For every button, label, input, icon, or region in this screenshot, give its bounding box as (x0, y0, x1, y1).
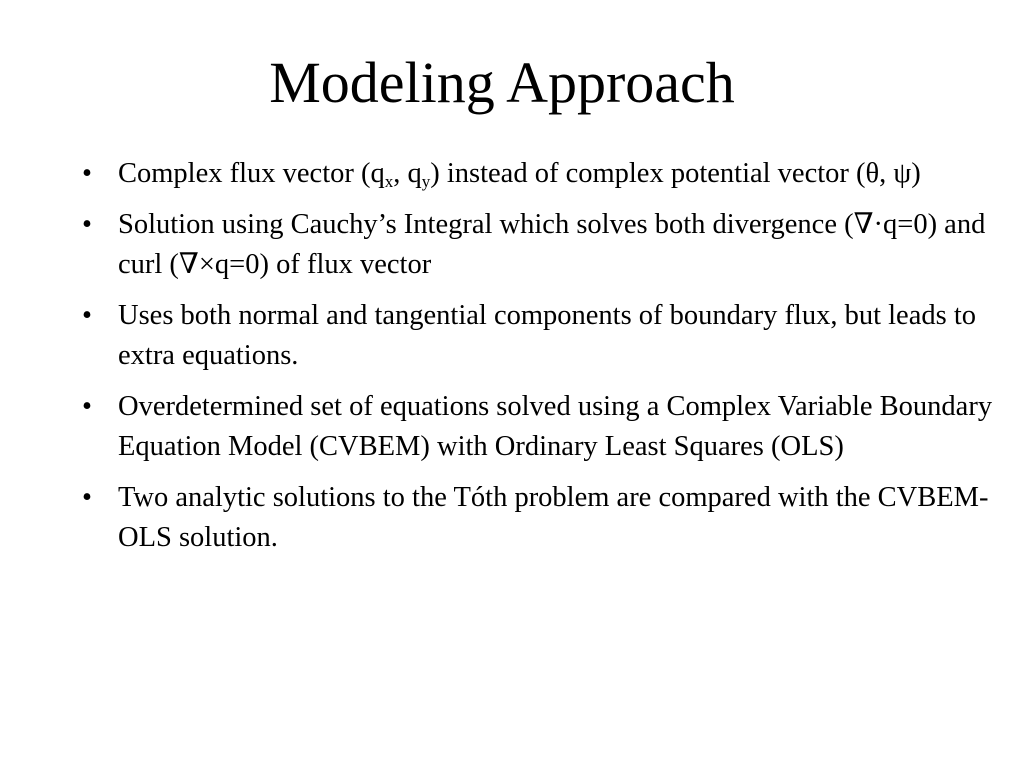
bullet-1-text-a: Complex flux vector (q (118, 158, 385, 189)
bullet-5-text: Two analytic solutions to the Tóth problem are compared with the CVBEM-OLS solution. (118, 482, 989, 553)
bullet-list (78, 154, 998, 569)
bullet-marker: • (82, 209, 92, 240)
bullet-1-subscript-x: x (384, 172, 394, 191)
bullet-1-text-b: , q (393, 158, 422, 189)
bullet-marker: • (82, 391, 92, 422)
bullet-1-subscript-y: y (421, 172, 431, 191)
bullet-4-text: Overdetermined set of equations solved using a Complex Variable Boundary Equation Model (CVBEM) with Ordinary Least Squares (OLS) (118, 391, 993, 462)
bullet-item-1 (78, 154, 998, 194)
slide-title: Modeling Approach (269, 50, 735, 115)
bullet-item-3 (78, 296, 998, 376)
bullet-item-2 (78, 205, 998, 285)
bullet-item-4 (78, 387, 998, 467)
bullet-1-text-c: ) instead of complex potential vector (θ, ψ) (430, 158, 921, 189)
bullet-marker: • (82, 482, 92, 513)
bullet-3-text: Uses both normal and tangential components of boundary flux, but leads to extra equations. (118, 300, 976, 371)
bullet-2-text: Solution using Cauchy’s Integral which solves both divergence (∇·q=0) and curl (∇×q=0) of flux vector (118, 209, 986, 280)
bullet-marker: • (82, 300, 92, 331)
bullet-marker: • (82, 158, 92, 189)
bullet-item-5 (78, 478, 998, 558)
